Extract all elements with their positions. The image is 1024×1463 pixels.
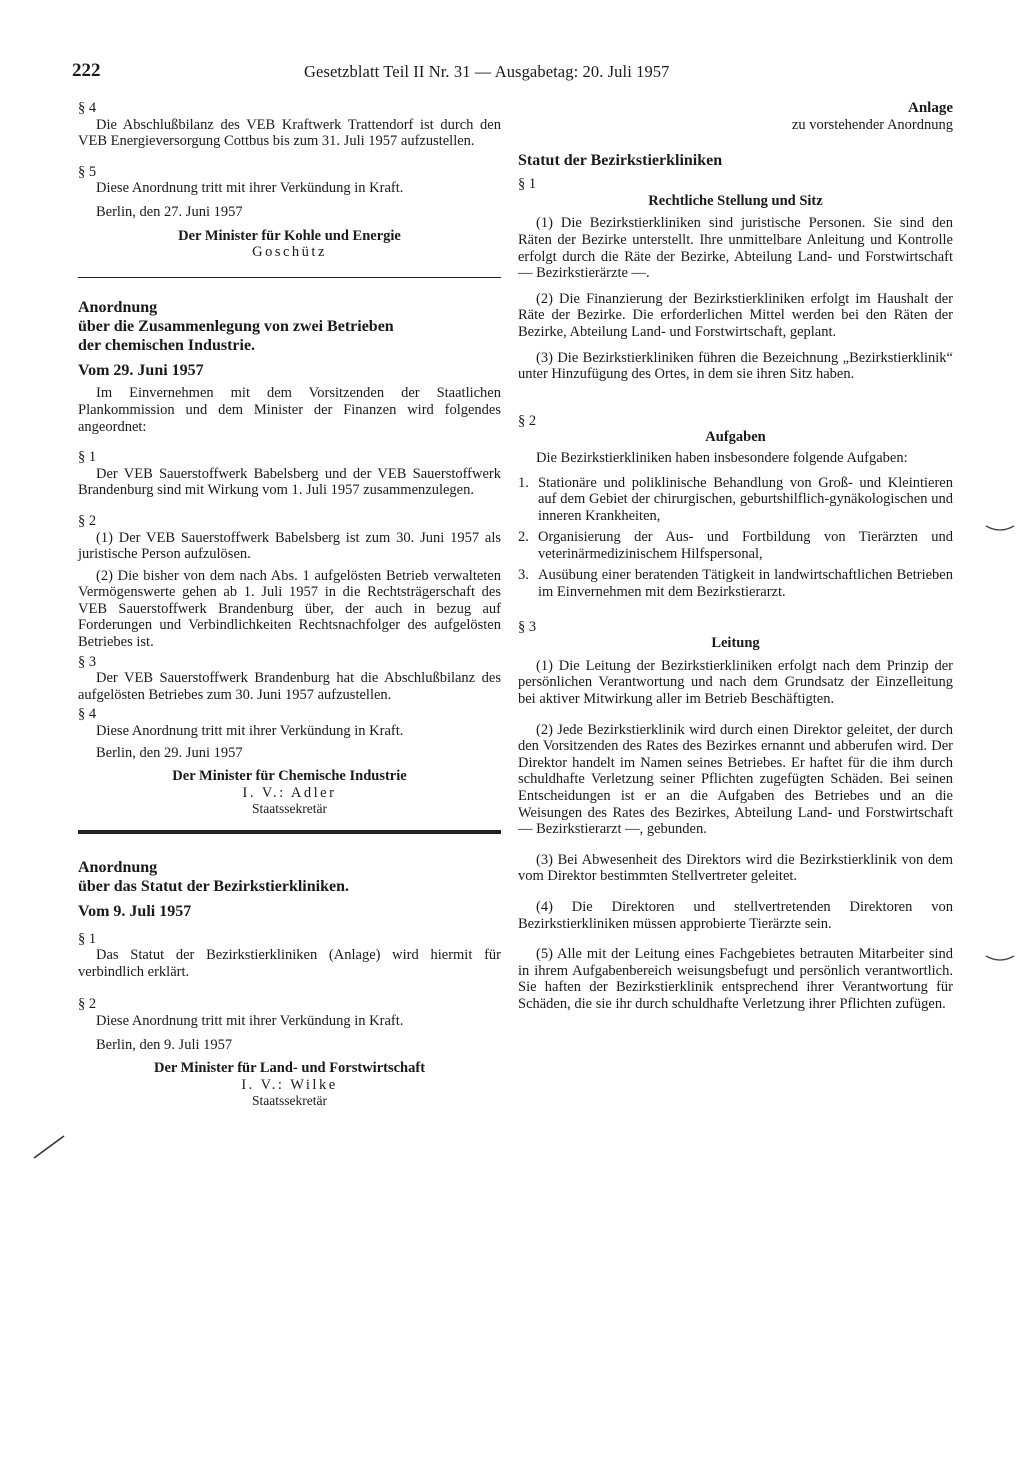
- paragraph: (2) Jede Bezirkstierklinik wird durch einen Direktor geleitet, der durch den Vorsitzenden des Rates des Bezirkes ernannt und abberufen wird. Der Direktor handelt im Namen seines Betriebes. Er haftet für die ihm durch schuldhafte Verletzung seiner Pflichten zugefügten Schäden. Bei seinen Entscheidungen ist er an die Aufgaben des Betriebes und an die Weisungen des Rates des Bezirkes, Abteilung Land- und Forstwirtschaft — Bezirkstierarzt —, gebunden.: [518, 721, 953, 838]
- paragraph: (5) Alle mit der Leitung eines Fachgebietes betrauten Mitarbeiter sind in ihrem Aufgabenbereich weisungsbefugt und persönlich verantwortlich. Sie haften der Bezirkstierklinik entsprechend ihrer Verantwortung für Schäden, die sie ihr durch schuldhafte Verletzung ihrer Pflichten zufügen.: [518, 946, 953, 1012]
- margin-tick-mark: [984, 520, 1016, 536]
- paragraph: (1) Die Bezirkstierkliniken sind juristische Personen. Sie sind den Räten der Bezirke unterstellt. Ihre unmittelbare Anleitung und Kontrolle erfolgt durch die Räte der Bezirke, Abteilung Land- und Forstwirtschaft — Bezirkstierärzte —.: [518, 215, 953, 282]
- place-date: Berlin, den 29. Juni 1957: [96, 744, 243, 761]
- list-item-number: 2.: [518, 529, 529, 546]
- minister-line: Der Minister für Land- und Forstwirtschaft: [153, 1060, 426, 1077]
- signatory-role: Staatssekretär: [252, 1093, 327, 1109]
- section-heading: § 1: [518, 176, 537, 193]
- list-item: [518, 567, 953, 600]
- paragraph: (4) Die Direktoren und stellvertretenden Direktoren von Bezirkstierkliniken müssen approbierte Tierärzte sein.: [518, 898, 953, 932]
- annex-label: Anlage: [908, 100, 953, 116]
- signature: Goschütz: [252, 244, 327, 261]
- place-date: Berlin, den 27. Juni 1957: [96, 203, 243, 220]
- minister-line: Der Minister für Kohle und Energie: [178, 227, 401, 244]
- list-item: [518, 475, 953, 525]
- list-item-number: 3.: [518, 567, 529, 584]
- paragraph: Der VEB Sauerstoffwerk Babelsberg und der VEB Sauerstoffwerk Brandenburg sind mit Wirkung vom 1. Juli 1957 zusammenzulegen.: [78, 465, 501, 499]
- paragraph: Der VEB Sauerstoffwerk Brandenburg hat die Abschlußbilanz des aufgelösten Betriebes zum 30. Juni 1957 aufzustellen.: [78, 670, 501, 703]
- signature: I. V.: Adler: [242, 784, 337, 801]
- paragraph: (3) Bei Abwesenheit des Direktors wird die Bezirkstierklinik von dem vom Direktor bestimmten Stellvertreter geleitet.: [518, 851, 953, 885]
- ordinance-title: über das Statut der Bezirkstierkliniken.: [78, 878, 349, 895]
- signatory-role: Staatssekretär: [252, 801, 327, 817]
- right-column: [518, 100, 953, 1013]
- paragraph: Die Abschlußbilanz des VEB Kraftwerk Trattendorf ist durch den VEB Energieversorgung Cottbus bis zum 31. Juli 1957 aufzustellen.: [78, 116, 501, 150]
- paragraph: Die Bezirkstierkliniken haben insbesondere folgende Aufgaben:: [536, 449, 908, 466]
- paragraph: (2) Die bisher von dem nach Abs. 1 aufgelösten Betrieb verwalteten Vermögenswerte gehen ab 1. Juli 1957 in die Rechtsträgerschaft des VEB Sauerstoffwerk Brandenburg über, der auch in bezug auf Forderungen und Verbindlichkeiten Rechtsnachfolger des aufgelösten Betriebes ist.: [78, 567, 501, 651]
- paragraph: Diese Anordnung tritt mit ihrer Verkündung in Kraft.: [96, 180, 404, 197]
- paragraph: (3) Die Bezirkstierkliniken führen die Bezeichnung „Bezirkstierklinik“ unter Hinzufügung des Ortes, in dem sie ihren Sitz haben.: [518, 349, 953, 383]
- section-heading: § 3: [78, 653, 97, 670]
- paragraph: Diese Anordnung tritt mit ihrer Verkündung in Kraft.: [96, 723, 404, 740]
- ordinance-title: Anordnung: [78, 859, 158, 876]
- paragraph: (2) Die Finanzierung der Bezirkstierkliniken erfolgt im Haushalt der Räte der Bezirke. Die erforderlichen Mittel werden bei den Räten der Bezirke, Abteilung Land- und Forstwirtschaft, geplant.: [518, 290, 953, 340]
- paragraph: Im Einvernehmen mit dem Vorsitzenden der Staatlichen Plankommission und dem Minister der Finanzen wird folgendes angeordnet:: [78, 385, 501, 435]
- list-item-text: Organisierung der Aus- und Fortbildung von Tierärzten und veterinärmedizinischem Hilfspersonal,: [538, 529, 953, 562]
- minister-line: Der Minister für Chemische Industrie: [172, 768, 407, 785]
- running-header: Gesetzblatt Teil II Nr. 31 — Ausgabetag: 20. Juli 1957: [304, 62, 670, 81]
- ordinance-date: Vom 29. Juni 1957: [78, 361, 204, 379]
- section-heading: § 2: [78, 996, 97, 1013]
- list-item-number: 1.: [518, 474, 529, 491]
- section-heading: § 4: [78, 100, 97, 116]
- paragraph: (1) Der VEB Sauerstoffwerk Babelsberg ist zum 30. Juni 1957 als juristische Person aufzulösen.: [78, 529, 501, 563]
- section-heading: § 2: [78, 512, 97, 529]
- section-divider: [78, 277, 501, 278]
- list-item-text: Stationäre und poliklinische Behandlung von Groß- und Kleintieren auf dem Gebiet der chirurgischen, geburtshilflich-gynäkologischen und inneren Krankheiten,: [538, 474, 953, 524]
- signature: I. V.: Wilke: [241, 1076, 338, 1093]
- section-divider: [78, 830, 501, 834]
- ordinance-title: der chemischen Industrie.: [78, 336, 256, 354]
- section-subheading: Rechtliche Stellung und Sitz: [648, 192, 823, 209]
- section-heading: § 5: [78, 163, 97, 180]
- left-column: [78, 100, 501, 1110]
- ordinance-title: Anordnung: [78, 298, 158, 316]
- list-item: [518, 529, 953, 562]
- section-heading: § 4: [78, 706, 97, 723]
- paragraph: Diese Anordnung tritt mit ihrer Verkündung in Kraft.: [96, 1012, 404, 1029]
- paragraph: Das Statut der Bezirkstierkliniken (Anlage) wird hiermit für verbindlich erklärt.: [78, 947, 501, 980]
- place-date: Berlin, den 9. Juli 1957: [96, 1036, 233, 1053]
- ordinance-date: Vom 9. Juli 1957: [78, 903, 192, 920]
- paragraph: (1) Die Leitung der Bezirkstierkliniken erfolgt nach dem Prinzip der persönlichen Verantwortung und nach dem Grundsatz der Einzelleitung bei aktiver Mitwirkung aller im Betrieb Beschäftigten.: [518, 657, 953, 708]
- ordinance-title: über die Zusammenlegung von zwei Betrieben: [78, 317, 394, 335]
- annex-subtitle: zu vorstehender Anordnung: [791, 116, 953, 133]
- statute-title: Statut der Bezirkstierkliniken: [518, 152, 723, 170]
- task-list: [518, 475, 953, 601]
- section-heading: § 3: [518, 618, 537, 635]
- list-item-text: Ausübung einer beratenden Tätigkeit in landwirtschaftlichen Betrieben im Einvernehmen mit dem Bezirkstierarzt.: [538, 567, 953, 601]
- section-heading: § 2: [518, 412, 537, 429]
- page-number: 222: [72, 60, 101, 81]
- section-heading: § 1: [78, 930, 97, 947]
- margin-tick-mark: [984, 950, 1016, 966]
- section-heading: § 1: [78, 449, 97, 466]
- section-subheading: Leitung: [711, 635, 760, 652]
- section-subheading: Aufgaben: [705, 429, 766, 446]
- pencil-slash-mark: [30, 1128, 70, 1168]
